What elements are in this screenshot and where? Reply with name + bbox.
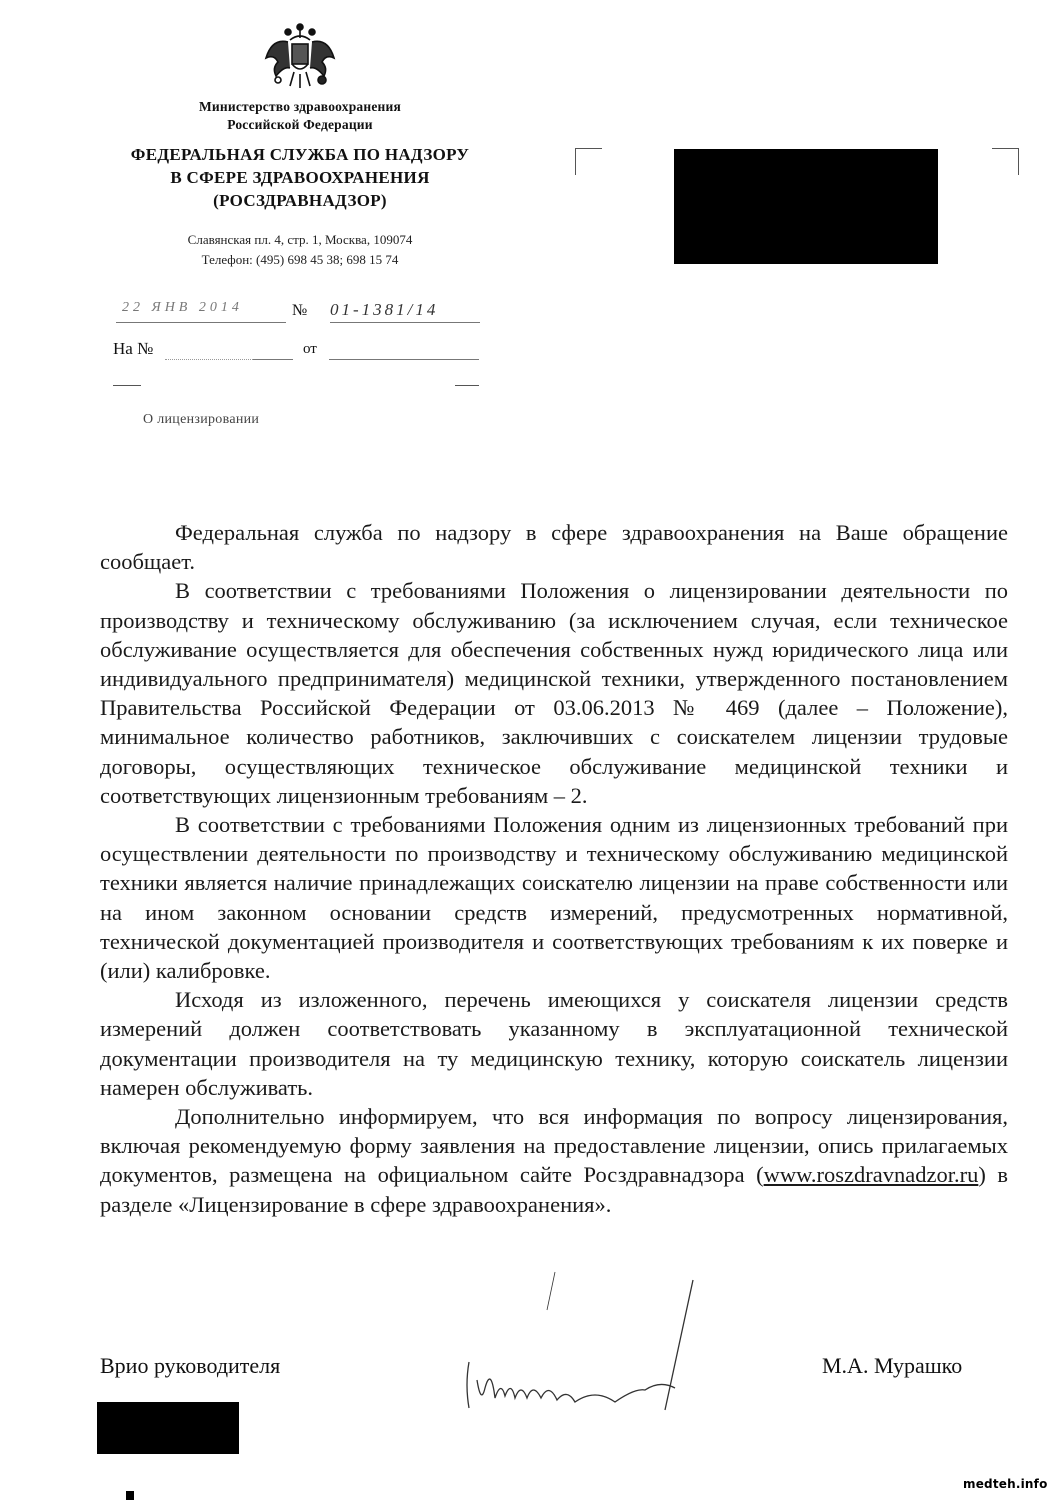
reference-row: [113, 339, 480, 365]
registration-date: 22 ЯНВ 2014: [116, 300, 286, 323]
ministry-line-2: Российской Федерации: [227, 117, 373, 132]
agency-address: Славянская пл. 4, стр. 1, Москва, 109074: [187, 232, 413, 247]
registration-number: 01-1381/14: [330, 300, 480, 323]
letter-subject: О лицензировании: [143, 412, 260, 427]
agency-line-1: ФЕДЕРАЛЬНАЯ СЛУЖБА ПО НАДЗОРУ: [130, 145, 470, 164]
website-link[interactable]: www.roszdravnadzor.ru: [763, 1162, 979, 1188]
subject-bracket-left: [113, 385, 141, 386]
registration-row: [116, 300, 480, 326]
ministry-line-1: Министерство здравоохранения: [198, 99, 402, 114]
addressee-corner-left: [575, 148, 602, 175]
body-paragraph-4: Исходя из изложенного, перечень имеющихся у соискателя лицензии средств измерений должен соответствовать указанному в эксплуатационной технической документации производителя на ту медицинскую технику, которую соискатель лицензии намерен обслуживать.: [100, 987, 1008, 1100]
from-label: от: [303, 341, 317, 357]
agency-phone: Телефон: (495) 698 45 38; 698 15 74: [201, 252, 399, 267]
page-mark: [126, 1491, 134, 1500]
p5-text-after: ) в разделе «Лицензирование в сфере здравоохранения».: [100, 1162, 1008, 1217]
letter-body: [100, 518, 1008, 1219]
signatory-title: Врио руководителя: [100, 1353, 281, 1378]
addressee-corner-right: [992, 148, 1019, 175]
redacted-addressee: [674, 149, 938, 264]
body-paragraph-5: [100, 1102, 1008, 1219]
number-label: №: [292, 302, 308, 319]
body-paragraph-1: Федеральная служба по надзору в сфере здравоохранения на Ваше обращение сообщает.: [100, 520, 1008, 575]
agency-name: [100, 143, 500, 212]
reference-number-underline: [253, 359, 293, 360]
watermark: medteh.info: [963, 1477, 1048, 1491]
handwritten-signature: [455, 1270, 715, 1420]
signatory-name: М.А. Мурашко: [822, 1353, 963, 1378]
agency-line-2: В СФЕРЕ ЗДРАВООХРАНЕНИЯ: [170, 168, 430, 187]
coat-of-arms-icon: [260, 18, 340, 94]
redacted-executor: [97, 1402, 239, 1454]
p5-text-before: Дополнительно информируем, что вся информация по вопросу лицензирования, включая рекомендуемую форму заявления на предоставление лицензии, опись прилагаемых документов, размещена на официальном сайте Росздравнадзора (: [100, 1104, 1008, 1188]
ministry-name: [110, 98, 490, 134]
reference-date-field: [329, 359, 479, 360]
agency-contacts: [110, 230, 490, 270]
subject-bracket-right: [455, 385, 479, 386]
body-paragraph-3: В соответствии с требованиями Положения одним из лицензионных требований при осуществлении деятельности по производству и техническому обслуживанию медицинской техники является наличие принадлежащих соискателю лицензии на праве собственности или на ином законном основании средств измерений, предусмотренных нормативной, технической документацией производителя и соответствующих требованиям к их поверке и (или) калибровке.: [100, 812, 1008, 984]
reference-label: На №: [113, 339, 154, 358]
agency-line-3: (РОСЗДРАВНАДЗОР): [213, 191, 387, 210]
body-paragraph-2: В соответствии с требованиями Положения о лицензировании деятельности по производству и техническому обслуживанию (за исключением случая, если техническое обслуживание осуществляется для обеспечения собственных нужд юридического лица или индивидуального предпринимателя) медицинской техники, утвержденного постановлением Правительства Российской Федерации от 03.06.2013 № 469 (далее – Положение), минимальное количество работников, заключивших с соискателем лицензии трудовые договоры, осуществляющих техническое обслуживание медицинской техники и соответствующих лицензионным требованиям – 2.: [100, 578, 1008, 808]
